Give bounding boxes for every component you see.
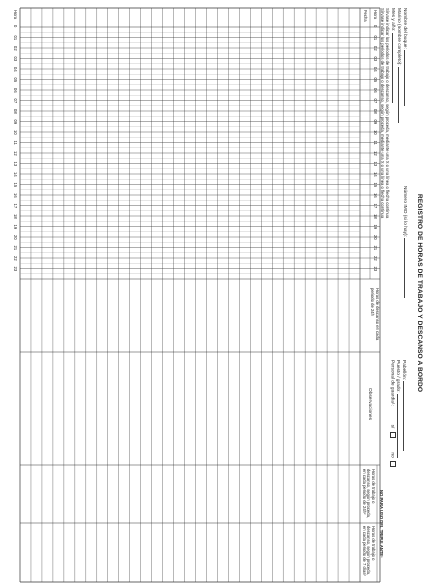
footer-hour-label: 02 (13, 46, 18, 51)
hour-label: 07 (373, 98, 378, 104)
hour-label: 23 (373, 266, 378, 272)
hour-label: 04 (373, 67, 378, 72)
imo-number-label: Número IMO (si lo hay): (402, 186, 407, 237)
footer-hour-label: 05 (13, 77, 18, 83)
footer-hour-label: 10 (13, 130, 18, 135)
yes-label: sí (389, 424, 395, 429)
no-label: no (389, 452, 395, 458)
footer-hour-label: 09 (13, 119, 18, 125)
footer-hour-label: 23 (13, 266, 18, 272)
footer-hour-label: 11 (13, 140, 18, 145)
footer-hour-label: 21 (13, 245, 18, 251)
footer-hour-label: 16 (13, 193, 18, 198)
instruction-line-1: Sírvase indicar los periodos de trabajo o descanso, según proceda, mediante una X o una línea o flecha continua (385, 8, 390, 219)
footer-hour-label: 07 (13, 98, 18, 104)
hour-label: 0 (373, 25, 378, 28)
month-year-label: Mes y año: (390, 8, 395, 32)
footer-hora-label: Hora (13, 10, 18, 20)
footer-hour-label: 12 (13, 151, 18, 156)
ship-name-label: Nombre del buque: (402, 8, 407, 49)
hour-label: 10 (373, 130, 378, 135)
footer-hour-label: 17 (13, 203, 18, 209)
hour-label: 03 (373, 56, 378, 62)
hour-label: 21 (373, 245, 378, 251)
hour-label: 15 (373, 182, 378, 188)
footer-hour-label: 04 (13, 67, 18, 72)
footer-hour-label: 06 (13, 88, 18, 93)
footer-hour-label: 0 (13, 25, 18, 28)
work-hours-7d-header: Horas de trabajo o descanso, según proceda, en cada periodo de 7 días² (361, 526, 376, 576)
rest-hours-header: Horas de descanso en cada periodo de 24h (370, 288, 380, 341)
seafarer-name-label: Marino (nombre completo): (396, 8, 401, 66)
hour-label: 22 (373, 256, 378, 261)
page-title: REGISTRO DE HORAS DE TRABAJO Y DESCANSO A BORDO (416, 193, 423, 393)
instruction-line-2: Sírvase indicar los periodos de trabajo o descanso, según proceda, mediante una X o una línea o flecha continua (380, 8, 385, 219)
footer-hour-label: 19 (13, 224, 18, 230)
footer-hour-label: 01 (13, 35, 18, 41)
watchkeeping-label: Personal de guardia¹: (389, 360, 395, 406)
hour-label: 18 (373, 214, 378, 219)
work-hours-24h-header: Horas de trabajo o descanso, según proceda, en cada periodo de 24h² (361, 469, 376, 519)
hour-label: 01 (373, 35, 378, 41)
footer-hour-label: 22 (13, 256, 18, 261)
hour-label: 20 (373, 235, 378, 240)
hour-label: 06 (373, 88, 378, 93)
footer-hour-label: 18 (13, 214, 18, 219)
hour-label: 09 (373, 119, 378, 125)
footer-hour-label: 20 (13, 235, 18, 240)
hour-label: 17 (373, 203, 378, 209)
footer-hour-label: 08 (13, 109, 18, 114)
footer-hour-label: 14 (13, 172, 18, 177)
footer-hour-label: 13 (13, 161, 18, 167)
hour-label: 11 (373, 140, 378, 145)
hora-header: Hora (373, 10, 378, 20)
footer-hour-label: 15 (13, 182, 18, 188)
position-label: Puesto / grado: (395, 360, 400, 393)
hour-label: 16 (373, 193, 378, 198)
hour-label: 02 (373, 46, 378, 51)
footer-hour-label: 03 (13, 56, 18, 62)
hour-label: 12 (373, 151, 378, 156)
hour-label: 13 (373, 161, 378, 167)
hour-label: 14 (373, 172, 378, 177)
fecha-header: Fecha (363, 10, 368, 22)
observaciones-header: Observaciones (367, 388, 372, 420)
hour-label: 19 (373, 224, 378, 230)
hour-label: 08 (373, 109, 378, 114)
flag-label: Pabellón: (401, 360, 406, 381)
not-for-seafarer-header: NO PARA USO DEL TRIPULANTE¹ (379, 490, 384, 558)
hour-label: 05 (373, 77, 378, 83)
